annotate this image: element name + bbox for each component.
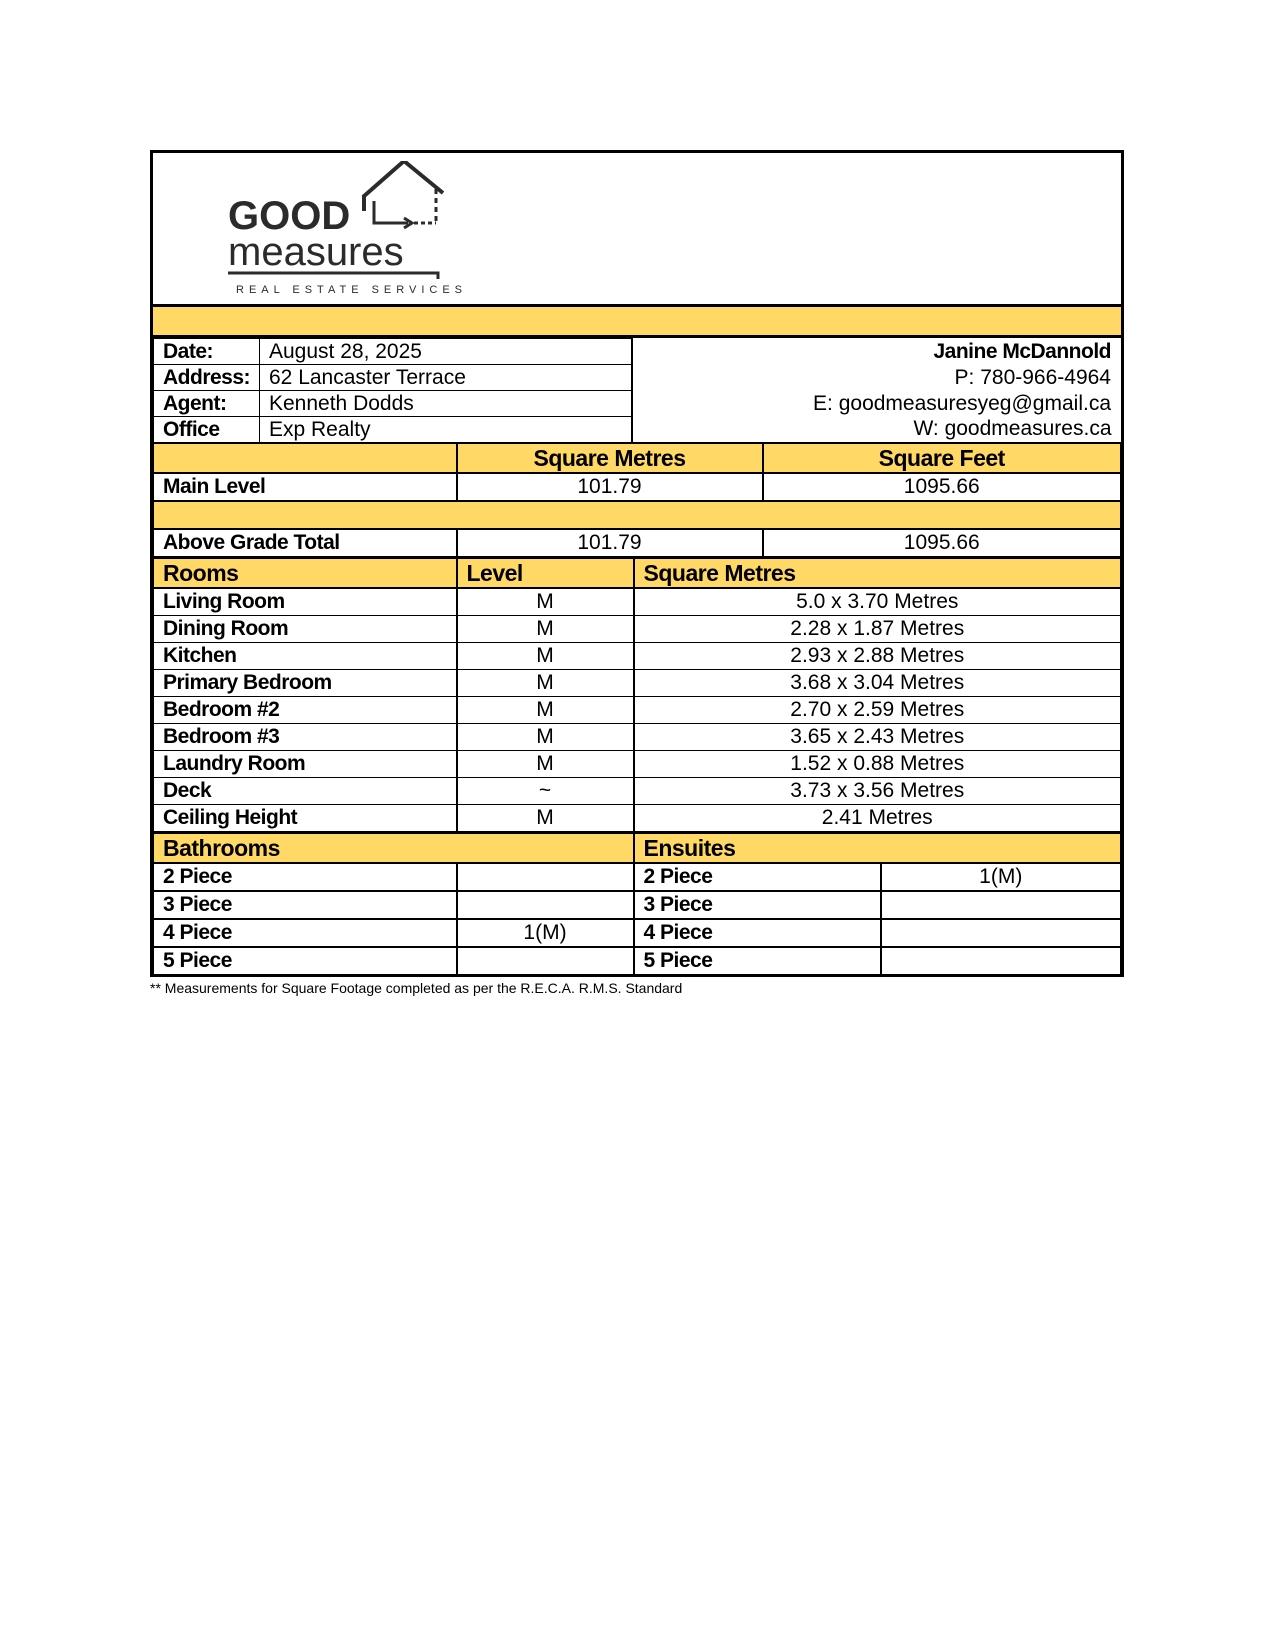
room-size: 5.0 x 3.70 Metres bbox=[634, 588, 1121, 616]
room-level: M bbox=[457, 588, 634, 616]
bath-type: 2 Piece bbox=[154, 863, 457, 891]
table-row bbox=[154, 863, 1121, 891]
room-size: 2.28 x 1.87 Metres bbox=[634, 616, 1121, 643]
table-row bbox=[154, 751, 1121, 778]
room-level: ~ bbox=[457, 778, 634, 805]
address-label: Address: bbox=[154, 365, 260, 391]
room-level: M bbox=[457, 697, 634, 724]
table-row bbox=[154, 616, 1121, 643]
bath-count bbox=[457, 863, 634, 891]
col-square-metres: Square Metres bbox=[457, 443, 763, 473]
footnote: ** Measurements for Square Footage completed as per the R.E.C.A. R.M.S. Standard bbox=[150, 980, 683, 996]
table-row bbox=[154, 697, 1121, 724]
room-name: Laundry Room bbox=[154, 751, 457, 778]
room-sqm-header: Square Metres bbox=[634, 559, 1121, 589]
table-row bbox=[154, 891, 1121, 919]
room-name: Dining Room bbox=[154, 616, 457, 643]
ensuite-type: 4 Piece bbox=[634, 919, 881, 947]
ensuites-header: Ensuites bbox=[634, 833, 1121, 863]
rooms-header: Rooms bbox=[154, 559, 457, 589]
header-yellow-bar bbox=[153, 307, 1121, 338]
agent-label: Agent: bbox=[154, 391, 260, 417]
room-size: 2.70 x 2.59 Metres bbox=[634, 697, 1121, 724]
room-name: Ceiling Height bbox=[154, 805, 457, 832]
table-row bbox=[154, 919, 1121, 947]
date-value: August 28, 2025 bbox=[260, 339, 632, 365]
room-level: M bbox=[457, 616, 634, 643]
table-row bbox=[154, 588, 1121, 616]
room-level: M bbox=[457, 751, 634, 778]
room-name: Bedroom #2 bbox=[154, 697, 457, 724]
table-row bbox=[154, 643, 1121, 670]
logo-area bbox=[153, 153, 1121, 307]
main-level-sqm: 101.79 bbox=[457, 473, 763, 501]
logo-line2: measures bbox=[228, 230, 404, 274]
col-square-feet: Square Feet bbox=[763, 443, 1121, 473]
bath-type: 3 Piece bbox=[154, 891, 457, 919]
ensuite-count bbox=[881, 919, 1121, 947]
room-name: Living Room bbox=[154, 588, 457, 616]
bath-count: 1(M) bbox=[457, 919, 634, 947]
date-label: Date: bbox=[154, 339, 260, 365]
contact-email: E: goodmeasuresyeg@gmail.ca bbox=[813, 391, 1111, 415]
main-level-sqft: 1095.66 bbox=[763, 473, 1121, 501]
room-size: 3.73 x 3.56 Metres bbox=[634, 778, 1121, 805]
table-row bbox=[154, 805, 1121, 832]
agent-value: Kenneth Dodds bbox=[260, 391, 632, 417]
ensuite-count: 1(M) bbox=[881, 863, 1121, 891]
room-level: M bbox=[457, 724, 634, 751]
table-row bbox=[154, 724, 1121, 751]
bath-count bbox=[457, 947, 634, 974]
room-name: Bedroom #3 bbox=[154, 724, 457, 751]
above-grade-sqm: 101.79 bbox=[457, 529, 763, 557]
main-level-label: Main Level bbox=[154, 473, 457, 501]
bath-count bbox=[457, 891, 634, 919]
bathrooms-table bbox=[153, 832, 1121, 974]
ensuite-count bbox=[881, 947, 1121, 974]
sheet-frame bbox=[150, 150, 1124, 977]
room-size: 3.68 x 3.04 Metres bbox=[634, 670, 1121, 697]
bathrooms-header: Bathrooms bbox=[154, 833, 634, 863]
room-size: 3.65 x 2.43 Metres bbox=[634, 724, 1121, 751]
room-name: Primary Bedroom bbox=[154, 670, 457, 697]
contact-name: Janine McDannold bbox=[933, 339, 1111, 363]
address-value: 62 Lancaster Terrace bbox=[260, 365, 632, 391]
room-level: M bbox=[457, 643, 634, 670]
ensuite-type: 3 Piece bbox=[634, 891, 881, 919]
office-label: Office bbox=[154, 417, 260, 443]
table-row bbox=[154, 778, 1121, 805]
ensuite-type: 5 Piece bbox=[634, 947, 881, 974]
good-measures-logo bbox=[228, 161, 468, 301]
measurement-sheet bbox=[150, 150, 1124, 996]
area-table bbox=[153, 442, 1121, 558]
contact-web: W: goodmeasures.ca bbox=[913, 417, 1112, 441]
ensuite-count bbox=[881, 891, 1121, 919]
ensuite-type: 2 Piece bbox=[634, 863, 881, 891]
rooms-table bbox=[153, 558, 1121, 832]
room-size: 2.41 Metres bbox=[634, 805, 1121, 832]
office-value: Exp Realty bbox=[260, 417, 632, 443]
table-row bbox=[154, 947, 1121, 974]
logo-tagline: REAL ESTATE SERVICES bbox=[236, 284, 468, 296]
bath-type: 4 Piece bbox=[154, 919, 457, 947]
room-name: Deck bbox=[154, 778, 457, 805]
info-table bbox=[153, 338, 1121, 442]
contact-phone: P: 780-966-4964 bbox=[954, 365, 1111, 389]
level-header: Level bbox=[457, 559, 634, 589]
bath-type: 5 Piece bbox=[154, 947, 457, 974]
room-level: M bbox=[457, 670, 634, 697]
table-row bbox=[154, 670, 1121, 697]
above-grade-sqft: 1095.66 bbox=[763, 529, 1121, 557]
room-size: 2.93 x 2.88 Metres bbox=[634, 643, 1121, 670]
room-level: M bbox=[457, 805, 634, 832]
room-size: 1.52 x 0.88 Metres bbox=[634, 751, 1121, 778]
logo-line1: GOOD bbox=[228, 194, 351, 238]
room-name: Kitchen bbox=[154, 643, 457, 670]
above-grade-label: Above Grade Total bbox=[154, 529, 457, 557]
area-spacer-bar bbox=[154, 501, 1121, 529]
